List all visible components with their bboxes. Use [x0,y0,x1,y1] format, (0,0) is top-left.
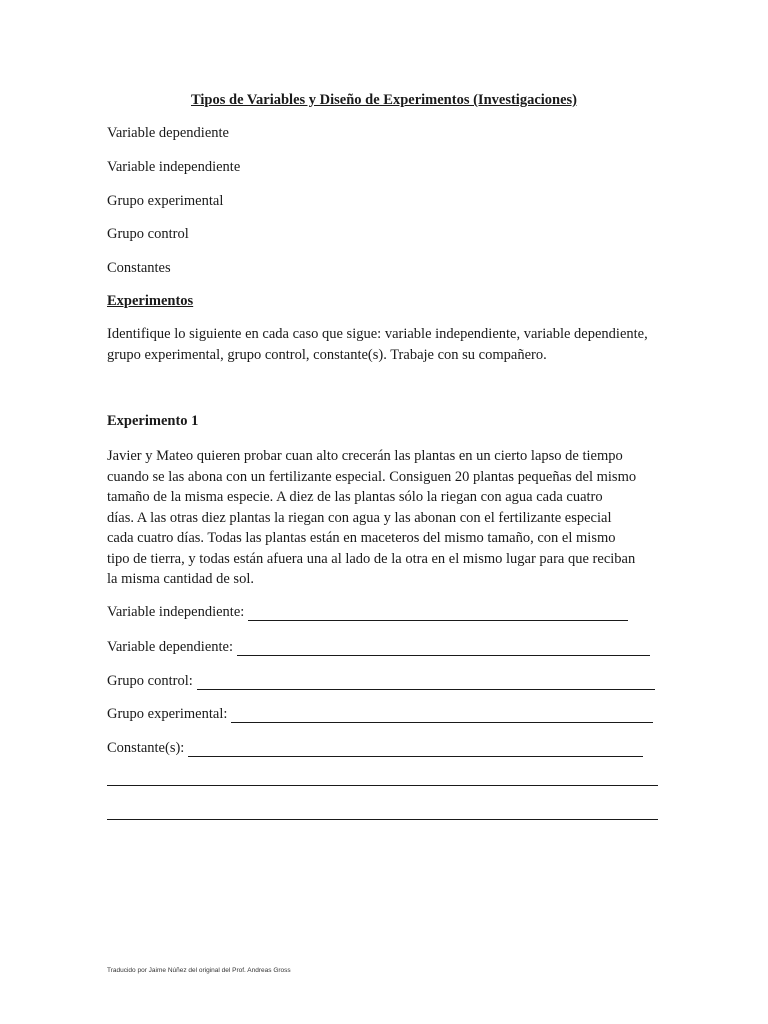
section-heading-experimentos: Experimentos [107,293,194,309]
field-grupo-experimental [107,703,653,723]
term-grupo-experimental: Grupo experimental [107,193,224,209]
term-grupo-control: Grupo control [107,226,189,242]
description-line: tipo de tierra, y todas están afuera una al lado de la otra en el mismo lugar para que reciban [107,550,636,567]
field-grupo-control [107,670,655,690]
extra-answer-line[interactable] [107,785,658,786]
experiment-1-description [107,446,707,590]
instructions-paragraph: Identifique lo siguiente en cada caso que sigue: variable independiente, variable dependiente, grupo experimental, grupo control, constante(s). Trabaje con su compañero. [107,326,648,363]
description-line: cuando se las abona con un fertilizante especial. Consiguen 20 plantas pequeñas del mismo [107,468,637,485]
extra-answer-line[interactable] [107,819,658,820]
field-label: Grupo control: [107,673,193,689]
field-variable-independiente [107,601,628,621]
term-variable-dependiente: Variable dependiente [107,125,229,141]
answer-line[interactable] [231,709,653,723]
field-label: Variable independiente: [107,604,245,620]
field-label: Variable dependiente: [107,639,234,655]
footer-credit: Traducido por Jaime Núñez del original del Prof. Andreas Gross [107,967,291,974]
answer-line[interactable] [197,676,655,690]
field-constantes [107,737,643,757]
answer-line[interactable] [237,642,650,656]
term-variable-independiente: Variable independiente [107,159,241,175]
document-title: Tipos de Variables y Diseño de Experimentos (Investigaciones) [190,92,578,108]
description-line: la misma cantidad de sol. [107,571,254,587]
description-line: Javier y Mateo quieren probar cuan alto crecerán las plantas en un cierto lapso de tiempo [107,448,623,464]
field-label: Grupo experimental: [107,706,228,722]
answer-line[interactable] [248,607,628,621]
field-variable-dependiente [107,636,650,656]
description-line: días. A las otras diez plantas la riegan con agua y las abonan con el fertilizante especial [107,509,612,526]
field-label: Constante(s): [107,740,185,756]
description-line: cada cuatro días. Todas las plantas están en maceteros del mismo tamaño, con el mismo [107,530,616,546]
experiment-1-heading: Experimento 1 [107,413,199,429]
description-line: tamaño de la misma especie. A diez de las plantas sólo la riegan con agua cada cuatro [107,489,603,505]
term-constantes: Constantes [107,260,171,276]
answer-line[interactable] [188,743,643,757]
